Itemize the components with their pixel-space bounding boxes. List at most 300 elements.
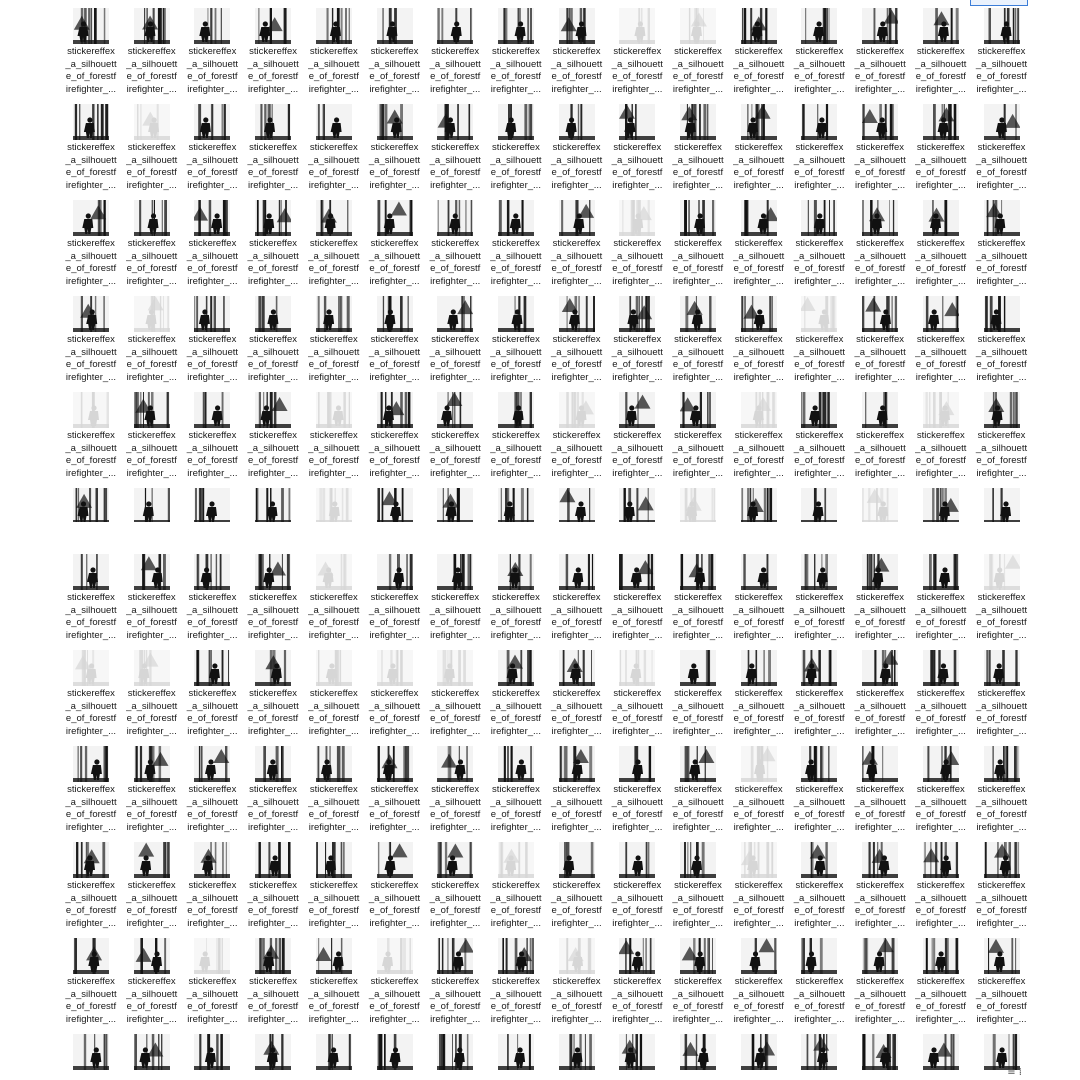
file-name-line: e_of_forestf [308,71,359,83]
file-item[interactable] [123,8,181,104]
file-item[interactable] [62,650,120,746]
file-item[interactable] [790,746,848,842]
file-item[interactable] [790,8,848,104]
file-item[interactable] [244,488,302,522]
file-name-line: stickereffex [916,334,965,345]
file-grid-top[interactable] [0,0,1080,522]
file-thumbnail [680,488,716,522]
file-item[interactable] [608,104,666,200]
file-item[interactable] [426,1034,484,1080]
file-item[interactable] [730,200,788,296]
file-name-line: _a_silhouett [429,58,481,70]
file-item[interactable] [426,104,484,200]
file-name-line: e_of_forestf [915,455,966,467]
file-item[interactable] [669,1034,727,1080]
file-item[interactable] [912,746,970,842]
file-item[interactable] [487,746,545,842]
file-item[interactable] [730,1034,788,1080]
file-item[interactable] [548,842,606,938]
file-item[interactable] [183,554,241,650]
file-item[interactable] [912,8,970,104]
file-thumbnail [73,842,109,878]
file-item[interactable] [548,200,606,296]
file-item[interactable] [973,296,1031,392]
file-item[interactable] [426,8,484,104]
file-item[interactable] [62,200,120,296]
file-name-line: stickereffex [856,688,905,699]
file-item[interactable] [548,650,606,746]
file-item[interactable] [123,392,181,488]
file-item[interactable] [973,488,1031,522]
file-item[interactable] [62,938,120,1034]
file-item[interactable] [487,8,545,104]
file-item[interactable] [183,392,241,488]
file-item[interactable] [851,392,909,488]
file-name-label [911,430,971,482]
file-thumbnail [801,8,837,44]
file-item[interactable] [62,296,120,392]
file-name-label [243,334,303,386]
file-item[interactable] [244,746,302,842]
file-item[interactable] [790,842,848,938]
file-name-line: _a_silhouett [550,700,603,712]
file-item[interactable] [548,1034,606,1080]
file-name-line: stickereffex [734,688,783,699]
file-item[interactable] [790,1034,848,1080]
file-item[interactable] [669,650,727,746]
file-item[interactable] [366,746,424,842]
file-thumbnail [741,650,777,686]
file-item[interactable] [487,938,545,1034]
file-name-label [729,46,789,98]
file-name-line: e_of_forestf [672,359,724,371]
file-name-line: e_of_forestf [976,71,1027,83]
file-name-line: stickereffex [249,238,298,249]
file-item[interactable] [912,1034,970,1080]
file-item[interactable] [244,938,302,1034]
file-item[interactable] [669,746,727,842]
file-name-line: e_of_forestf [855,809,906,821]
file-item[interactable] [183,650,241,746]
file-item[interactable] [244,554,302,650]
file-item[interactable] [62,392,120,488]
file-item[interactable] [123,938,181,1034]
file-thumbnail [741,104,777,140]
file-item[interactable] [669,200,727,296]
file-name-line: irefighter_... [490,822,541,834]
file-item[interactable] [669,842,727,938]
file-name-line: _a_silhouett [126,346,178,358]
file-item[interactable] [305,392,363,488]
file-name-line: stickereffex [674,592,722,603]
file-item[interactable] [62,8,120,104]
file-item[interactable] [851,296,909,392]
file-item[interactable] [487,1034,545,1080]
file-name-line: _a_silhouett [490,154,542,166]
file-item[interactable] [366,938,424,1034]
file-name-line: stickereffex [127,46,176,57]
file-name-line: _a_silhouett [429,346,481,358]
file-item[interactable] [669,8,727,104]
file-item[interactable] [305,1034,363,1080]
file-thumbnail [498,650,534,686]
file-item[interactable] [973,938,1031,1034]
file-name-line: stickereffex [491,142,540,153]
file-item[interactable] [669,392,727,488]
file-thumbnail [619,650,655,686]
file-item[interactable] [973,650,1031,746]
file-name-line: stickereffex [491,784,540,795]
file-item[interactable] [244,1034,302,1080]
file-thumbnail [923,104,959,140]
file-name-line: stickereffex [491,592,540,603]
file-item[interactable] [548,392,606,488]
file-name-line: irefighter_... [126,822,177,834]
file-thumbnail [801,200,837,236]
file-name-line: stickereffex [370,430,419,441]
file-item[interactable] [305,200,363,296]
file-item[interactable] [608,938,666,1034]
file-item[interactable] [123,746,181,842]
file-name-label [547,880,607,932]
resize-grip-icon[interactable]: ≡ ⁞ [1007,1067,1022,1078]
file-item[interactable] [426,392,484,488]
file-item[interactable] [426,488,484,522]
file-thumbnail [801,842,837,878]
file-item[interactable] [548,746,606,842]
file-item[interactable] [851,650,909,746]
file-name-line: _a_silhouett [550,250,603,262]
file-name-line: e_of_forestf [794,455,845,467]
file-item[interactable] [548,8,606,104]
file-item[interactable] [183,1034,241,1080]
file-item[interactable] [123,296,181,392]
file-item[interactable] [730,104,788,200]
file-item[interactable] [608,200,666,296]
file-item[interactable] [973,554,1031,650]
file-item[interactable] [62,104,120,200]
file-item[interactable] [790,488,848,522]
file-item[interactable] [426,650,484,746]
file-item[interactable] [608,554,666,650]
file-name-line: stickereffex [431,430,480,441]
file-item[interactable] [366,488,424,522]
file-name-label [425,142,485,194]
file-item[interactable] [548,296,606,392]
file-item[interactable] [851,554,909,650]
file-item[interactable] [730,650,788,746]
file-item[interactable] [912,488,970,522]
file-item[interactable] [851,200,909,296]
file-name-line: irefighter_... [855,726,906,738]
file-item[interactable] [426,746,484,842]
file-item[interactable] [244,200,302,296]
file-item[interactable] [487,296,545,392]
file-item[interactable] [790,200,848,296]
file-item[interactable] [366,392,424,488]
file-item[interactable] [305,938,363,1034]
file-item[interactable] [366,650,424,746]
file-item[interactable] [426,200,484,296]
file-item[interactable] [305,554,363,650]
file-name-line: stickereffex [613,46,662,57]
file-item[interactable] [912,296,970,392]
file-name-label [972,46,1032,98]
file-item[interactable] [973,746,1031,842]
file-item[interactable] [123,488,181,522]
file-item[interactable] [305,842,363,938]
file-name-line: e_of_forestf [490,1001,541,1013]
file-name-line: stickereffex [127,976,176,987]
file-name-line: stickereffex [856,592,905,603]
file-item[interactable] [730,296,788,392]
file-item[interactable] [548,104,606,200]
file-item[interactable] [123,104,181,200]
file-thumbnail [741,746,777,782]
file-item[interactable] [305,746,363,842]
file-item[interactable] [851,842,909,938]
selected-item-frame[interactable] [970,0,1028,6]
file-item[interactable] [669,488,727,522]
file-item[interactable] [123,842,181,938]
file-name-line: irefighter_... [794,918,845,930]
file-item[interactable] [487,392,545,488]
file-item[interactable] [912,200,970,296]
file-item[interactable] [123,650,181,746]
file-item[interactable] [669,554,727,650]
file-thumbnail [437,104,473,140]
file-item[interactable] [790,392,848,488]
file-thumbnail [984,488,1020,522]
file-item[interactable] [366,296,424,392]
file-item[interactable] [426,938,484,1034]
file-item[interactable] [62,842,120,938]
file-grid-bottom[interactable] [0,546,1080,1080]
file-item[interactable] [669,296,727,392]
file-item[interactable] [123,200,181,296]
file-name-line: irefighter_... [733,180,784,192]
file-name-line: _a_silhouett [186,604,238,616]
file-item[interactable] [730,392,788,488]
file-item[interactable] [973,392,1031,488]
file-name-line: stickereffex [67,592,115,603]
file-item[interactable] [426,842,484,938]
file-name-line: irefighter_... [612,726,663,738]
file-item[interactable] [244,650,302,746]
file-thumbnail [680,650,716,686]
file-item[interactable] [730,554,788,650]
file-name-label [486,592,546,644]
file-item[interactable] [62,554,120,650]
file-name-line: _a_silhouett [550,58,603,70]
file-item[interactable] [366,200,424,296]
file-item[interactable] [912,938,970,1034]
file-item[interactable] [487,554,545,650]
file-item[interactable] [244,296,302,392]
file-item[interactable] [487,200,545,296]
file-item[interactable] [851,488,909,522]
file-name-line: irefighter_... [490,468,541,480]
file-name-label [607,142,667,194]
file-thumbnail [559,938,595,974]
file-item[interactable] [608,8,666,104]
file-item[interactable] [183,200,241,296]
file-name-line: stickereffex [674,430,722,441]
file-name-line: _a_silhouett [247,700,299,712]
file-item[interactable] [305,296,363,392]
file-item[interactable] [487,104,545,200]
file-item[interactable] [730,938,788,1034]
file-item[interactable] [790,104,848,200]
file-item[interactable] [548,938,606,1034]
file-item[interactable] [305,104,363,200]
file-thumbnail [316,554,352,590]
file-name-line: irefighter_... [65,726,117,738]
file-item[interactable] [851,104,909,200]
file-thumbnail [377,842,413,878]
file-name-line: stickereffex [613,334,662,345]
file-thumbnail [984,104,1020,140]
file-item[interactable] [305,650,363,746]
file-item[interactable] [608,650,666,746]
file-item[interactable] [183,104,241,200]
file-item[interactable] [183,938,241,1034]
file-item[interactable] [608,842,666,938]
file-item[interactable] [548,554,606,650]
file-thumbnail [134,746,170,782]
file-name-line: irefighter_... [733,468,784,480]
file-item[interactable] [487,650,545,746]
file-item[interactable] [426,296,484,392]
file-name-line: _a_silhouett [733,58,785,70]
file-item[interactable] [851,938,909,1034]
file-item[interactable] [912,392,970,488]
file-name-line: irefighter_... [794,372,845,384]
file-item[interactable] [730,746,788,842]
file-item[interactable] [730,488,788,522]
file-item[interactable] [608,746,666,842]
file-name-label [850,238,910,290]
file-item[interactable] [62,488,120,522]
file-item[interactable] [608,392,666,488]
file-name-label [182,976,242,1028]
file-name-line: irefighter_... [612,630,663,642]
file-name-label [365,880,425,932]
file-item[interactable] [244,392,302,488]
file-item[interactable] [123,554,181,650]
file-item[interactable] [790,296,848,392]
file-item[interactable] [790,650,848,746]
file-item[interactable] [973,200,1031,296]
file-item[interactable] [183,842,241,938]
file-name-label [182,334,242,386]
file-item[interactable] [366,842,424,938]
file-name-line: _a_silhouett [793,892,845,904]
file-name-line: stickereffex [916,784,965,795]
file-item[interactable] [487,842,545,938]
file-item[interactable] [790,554,848,650]
file-thumbnail [801,488,837,522]
file-item[interactable] [183,296,241,392]
file-thumbnail [73,1034,109,1070]
file-item[interactable] [62,1034,120,1080]
file-name-line: stickereffex [188,238,237,249]
file-name-line: e_of_forestf [430,455,481,467]
file-item[interactable] [912,104,970,200]
file-name-line: e_of_forestf [65,905,117,917]
file-item[interactable] [244,8,302,104]
file-thumbnail [984,938,1020,974]
file-item[interactable] [366,554,424,650]
file-name-line: _a_silhouett [733,700,785,712]
file-item[interactable] [669,104,727,200]
file-item[interactable] [912,650,970,746]
file-item[interactable] [183,488,241,522]
file-item[interactable] [366,1034,424,1080]
file-name-line: stickereffex [491,334,540,345]
file-name-line: irefighter_... [187,372,238,384]
file-name-line: irefighter_... [794,1014,845,1026]
file-item[interactable] [973,8,1031,104]
file-name-line: irefighter_... [248,726,299,738]
file-name-line: _a_silhouett [975,700,1028,712]
file-item[interactable] [973,842,1031,938]
file-name-line: stickereffex [916,46,965,57]
file-item[interactable] [305,8,363,104]
file-thumbnail [862,842,898,878]
file-item[interactable] [123,1034,181,1080]
file-item[interactable] [730,8,788,104]
file-item[interactable] [183,746,241,842]
file-name-label [243,46,303,98]
file-item[interactable] [608,296,666,392]
file-thumbnail [741,8,777,44]
file-item[interactable] [790,938,848,1034]
file-item[interactable] [851,746,909,842]
file-item[interactable] [912,842,970,938]
file-name-line: e_of_forestf [551,455,602,467]
file-item[interactable] [608,1034,666,1080]
file-item[interactable] [608,488,666,522]
file-item[interactable] [912,554,970,650]
file-thumbnail [801,1034,837,1070]
file-item[interactable] [366,104,424,200]
file-item[interactable] [183,8,241,104]
file-item[interactable] [487,488,545,522]
file-item[interactable] [548,488,606,522]
file-item[interactable] [669,938,727,1034]
file-item[interactable] [244,842,302,938]
file-thumbnail [194,554,230,590]
file-name-line: irefighter_... [915,276,966,288]
file-item[interactable] [851,1034,909,1080]
file-name-line: e_of_forestf [733,905,784,917]
file-item[interactable] [730,842,788,938]
file-name-line: _a_silhouett [429,988,481,1000]
file-thumbnail [619,938,655,974]
file-name-label [911,238,971,290]
file-thumbnail [923,1034,959,1070]
file-item[interactable] [305,488,363,522]
file-item[interactable] [973,104,1031,200]
file-name-line: stickereffex [552,688,601,699]
file-item[interactable] [426,554,484,650]
file-item[interactable] [851,8,909,104]
file-item[interactable] [366,8,424,104]
file-item[interactable] [62,746,120,842]
file-name-line: irefighter_... [369,180,420,192]
file-item[interactable] [244,104,302,200]
